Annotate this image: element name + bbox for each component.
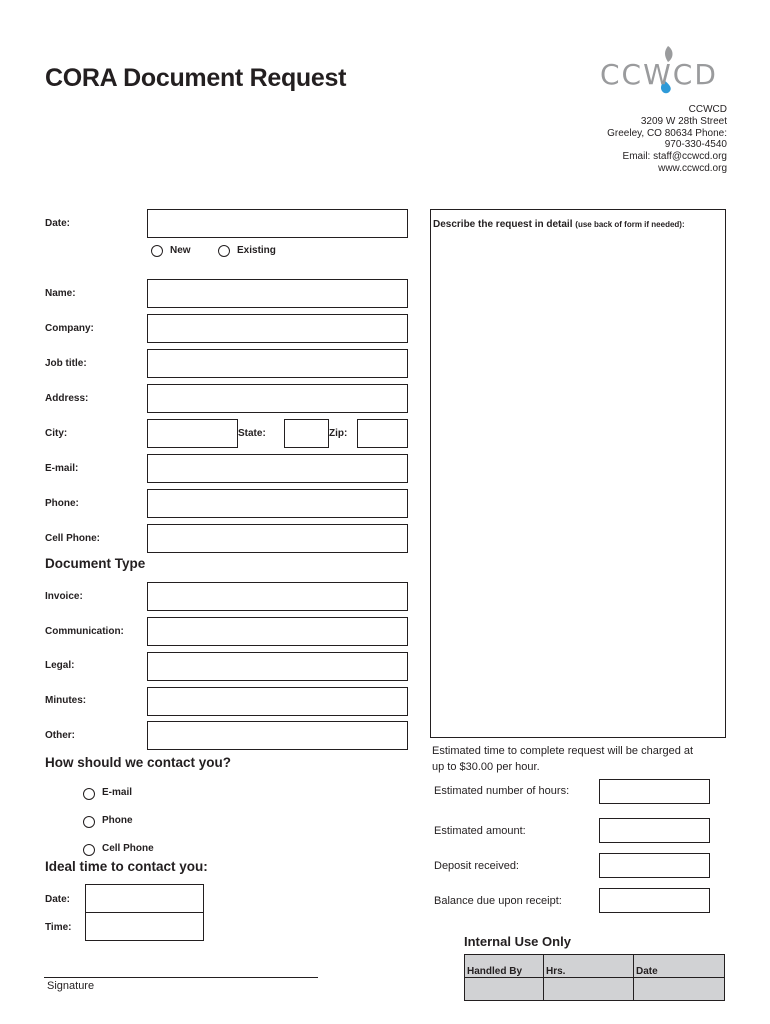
hours-header: Hrs. — [544, 955, 634, 978]
cell-phone-label: Cell Phone: — [45, 533, 101, 544]
describe-request-note: (use back of form if needed): — [575, 220, 685, 229]
deposit-label: Deposit received: — [434, 860, 519, 872]
email-label: E-mail: — [45, 463, 79, 474]
zip-field[interactable] — [357, 419, 408, 448]
address-block — [607, 104, 727, 175]
state-field[interactable] — [284, 419, 329, 448]
address-label: Address: — [45, 393, 89, 404]
describe-request-field[interactable] — [430, 209, 726, 738]
other-label: Other: — [45, 730, 75, 741]
estimate-note-line1: Estimated time to complete request will be charged at — [432, 745, 694, 757]
company-field[interactable] — [147, 314, 408, 343]
table-header-row — [465, 955, 725, 978]
contact-phone-radio[interactable] — [83, 816, 95, 828]
date-label: Date: — [45, 218, 71, 229]
describe-request-title: Describe the request in detail — [433, 219, 573, 230]
amount-field[interactable] — [599, 818, 710, 843]
address-line: CCWCD — [688, 104, 727, 115]
state-label: State: — [238, 428, 266, 439]
communication-label: Communication: — [45, 626, 124, 637]
city-field[interactable] — [147, 419, 238, 448]
address-field[interactable] — [147, 384, 408, 413]
address-line: www.ccwcd.org — [658, 162, 727, 174]
invoice-field[interactable] — [147, 582, 408, 611]
table-row — [465, 978, 725, 1001]
other-field[interactable] — [147, 721, 408, 750]
signature-line[interactable] — [44, 977, 318, 978]
signature-label: Signature — [47, 980, 95, 992]
page-title: CORA Document Request — [45, 64, 347, 92]
amount-label: Estimated amount: — [434, 825, 526, 837]
communication-field[interactable] — [147, 617, 408, 646]
hours-field[interactable] — [599, 779, 710, 804]
phone-label: Phone: — [45, 498, 79, 509]
date-cell[interactable] — [634, 978, 725, 1001]
existing-label: Existing — [237, 245, 276, 256]
contact-email-label: E-mail — [102, 787, 133, 798]
internal-use-table — [464, 954, 725, 1001]
contact-heading: How should we contact you? — [45, 755, 232, 770]
document-type-heading: Document Type — [45, 556, 146, 571]
contact-cell-radio[interactable] — [83, 844, 95, 856]
contact-phone-label: Phone — [102, 815, 133, 826]
city-label: City: — [45, 428, 68, 439]
contact-email-radio[interactable] — [83, 788, 95, 800]
logo-wordmark: CCWCD — [600, 58, 718, 91]
cell-phone-field[interactable] — [147, 524, 408, 553]
internal-use-heading: Internal Use Only — [464, 934, 571, 949]
minutes-field[interactable] — [147, 687, 408, 716]
date-header: Date — [634, 955, 725, 978]
zip-label: Zip: — [329, 428, 348, 439]
ideal-time-heading: Ideal time to contact you: — [45, 859, 208, 874]
estimate-note-line2: up to $30.00 per hour. — [432, 761, 540, 773]
address-line: Greeley, CO 80634 Phone: — [607, 127, 727, 139]
ideal-time-field[interactable] — [85, 912, 204, 941]
existing-radio[interactable] — [218, 245, 230, 257]
balance-label: Balance due upon receipt: — [434, 895, 562, 907]
legal-label: Legal: — [45, 660, 75, 671]
date-field[interactable] — [147, 209, 408, 238]
address-line: Email: staff@ccwcd.org — [622, 151, 727, 163]
address-line: 3209 W 28th Street — [640, 115, 727, 127]
deposit-field[interactable] — [599, 853, 710, 878]
ideal-date-field[interactable] — [85, 884, 204, 913]
invoice-label: Invoice: — [45, 591, 83, 602]
email-field[interactable] — [147, 454, 408, 483]
describe-request-label — [433, 219, 685, 230]
phone-field[interactable] — [147, 489, 408, 518]
job-title-label: Job title: — [45, 358, 87, 369]
handled-by-header: Handled By — [465, 955, 544, 978]
legal-field[interactable] — [147, 652, 408, 681]
new-radio[interactable] — [151, 245, 163, 257]
job-title-field[interactable] — [147, 349, 408, 378]
handled-by-cell[interactable] — [465, 978, 544, 1001]
balance-field[interactable] — [599, 888, 710, 913]
address-line: 970-330-4540 — [664, 139, 727, 151]
hours-cell[interactable] — [544, 978, 634, 1001]
new-label: New — [170, 245, 191, 256]
contact-cell-label: Cell Phone — [102, 843, 154, 854]
name-label: Name: — [45, 288, 76, 299]
ideal-time-label: Time: — [45, 922, 72, 933]
company-label: Company: — [45, 323, 94, 334]
ideal-date-label: Date: — [45, 894, 71, 905]
minutes-label: Minutes: — [45, 695, 87, 706]
hours-label: Estimated number of hours: — [434, 785, 570, 797]
name-field[interactable] — [147, 279, 408, 308]
